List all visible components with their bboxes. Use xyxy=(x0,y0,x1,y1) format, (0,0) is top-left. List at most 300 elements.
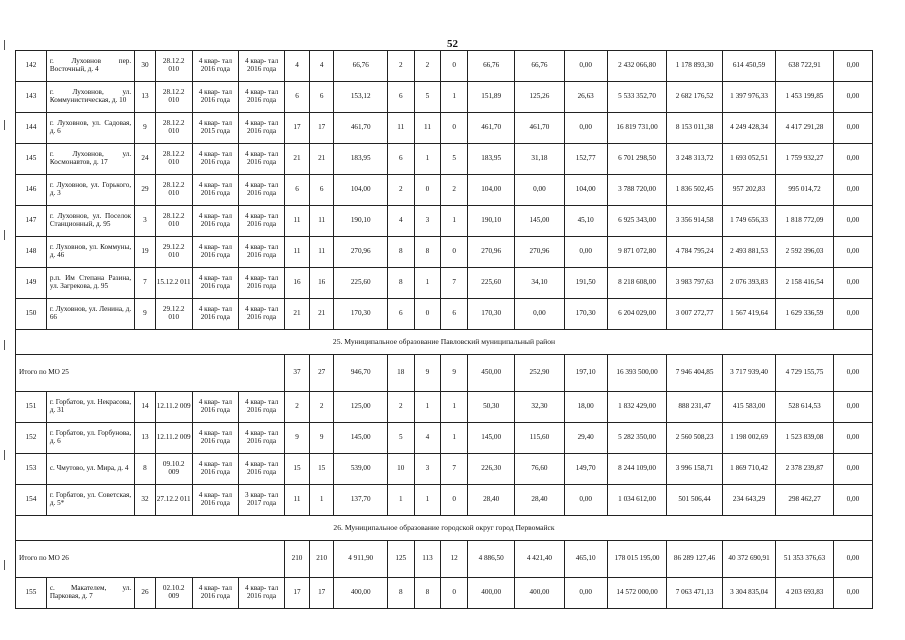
date-cell: 28.12.2 010 xyxy=(155,206,192,237)
value-cell: 4 xyxy=(309,51,334,82)
date-cell: 28.12.2 010 xyxy=(155,144,192,175)
value-cell: 4 xyxy=(387,206,414,237)
value-cell: 1 178 893,30 xyxy=(667,51,722,82)
year-cell: 9 xyxy=(135,299,156,330)
value-cell: 137,70 xyxy=(334,485,387,516)
value-cell: 270,96 xyxy=(515,237,564,268)
value-cell: 2 158 416,54 xyxy=(776,268,834,299)
value-cell: 3 248 313,72 xyxy=(667,144,722,175)
value-cell: 26,63 xyxy=(564,82,607,113)
value-cell: 17 xyxy=(285,578,310,609)
value-cell: 400,00 xyxy=(334,578,387,609)
address-cell: г. Луховнов, ул. Горького, д. 3 xyxy=(46,175,134,206)
value-cell: 6 xyxy=(309,82,334,113)
actual-term-cell: 4 квар- тал 2016 года xyxy=(238,578,284,609)
value-cell: 104,00 xyxy=(564,175,607,206)
value-cell: 15 xyxy=(285,454,310,485)
planned-term-cell: 4 квар- тал 2016 года xyxy=(192,578,238,609)
value-cell: 1 453 199,85 xyxy=(776,82,834,113)
value-cell: 21 xyxy=(285,299,310,330)
value-cell: 614 450,59 xyxy=(722,51,775,82)
value-cell: 125,26 xyxy=(515,82,564,113)
value-cell: 638 722,91 xyxy=(776,51,834,82)
value-cell: 1 xyxy=(441,206,468,237)
row-number-cell: 150 xyxy=(16,299,47,330)
planned-term-cell: 4 квар- тал 2016 года xyxy=(192,206,238,237)
planned-term-cell: 4 квар- тал 2016 года xyxy=(192,423,238,454)
total-value-cell: 946,70 xyxy=(334,355,387,392)
value-cell: 11 xyxy=(387,113,414,144)
value-cell: 0 xyxy=(441,485,468,516)
value-cell: 1 xyxy=(309,485,334,516)
value-cell: 2 xyxy=(414,51,441,82)
value-cell: 0 xyxy=(441,578,468,609)
value-cell: 2 xyxy=(387,392,414,423)
value-cell: 225,60 xyxy=(468,268,515,299)
value-cell: 31,18 xyxy=(515,144,564,175)
value-cell: 2 xyxy=(441,175,468,206)
value-cell: 0,00 xyxy=(833,485,872,516)
total-value-cell: 7 946 404,85 xyxy=(667,355,722,392)
year-cell: 24 xyxy=(135,144,156,175)
actual-term-cell: 4 квар- тал 2016 года xyxy=(238,237,284,268)
row-number-cell: 146 xyxy=(16,175,47,206)
value-cell: 1 xyxy=(441,82,468,113)
value-cell: 5 xyxy=(414,82,441,113)
value-cell: 11 xyxy=(285,206,310,237)
address-cell: с. Чмутово, ул. Мира, д. 4 xyxy=(46,454,134,485)
value-cell: 1 832 429,00 xyxy=(607,392,667,423)
year-cell: 13 xyxy=(135,423,156,454)
value-cell: 8 xyxy=(387,578,414,609)
total-value-cell: 3 717 939,40 xyxy=(722,355,775,392)
row-number-cell: 152 xyxy=(16,423,47,454)
value-cell: 0,00 xyxy=(833,175,872,206)
value-cell: 21 xyxy=(285,144,310,175)
value-cell: 234 643,29 xyxy=(722,485,775,516)
row-number-cell: 153 xyxy=(16,454,47,485)
value-cell: 4 xyxy=(285,51,310,82)
total-value-cell: 450,00 xyxy=(468,355,515,392)
value-cell: 145,00 xyxy=(334,423,387,454)
value-cell: 9 871 072,80 xyxy=(607,237,667,268)
value-cell: 104,00 xyxy=(334,175,387,206)
value-cell: 0,00 xyxy=(833,578,872,609)
value-cell: 1 397 976,33 xyxy=(722,82,775,113)
date-cell: 28.12.2 010 xyxy=(155,82,192,113)
value-cell: 17 xyxy=(285,113,310,144)
year-cell: 3 xyxy=(135,206,156,237)
total-value-cell: 51 353 376,63 xyxy=(776,541,834,578)
row-number-cell: 147 xyxy=(16,206,47,237)
value-cell: 2 432 066,80 xyxy=(607,51,667,82)
year-cell: 29 xyxy=(135,175,156,206)
value-cell: 8 xyxy=(414,237,441,268)
value-cell: 32,30 xyxy=(515,392,564,423)
row-number-cell: 148 xyxy=(16,237,47,268)
total-label: Итого по МО 26 xyxy=(16,541,285,578)
value-cell: 17 xyxy=(309,578,334,609)
row-number-cell: 149 xyxy=(16,268,47,299)
value-cell: 149,70 xyxy=(564,454,607,485)
value-cell: 6 xyxy=(387,144,414,175)
table-row xyxy=(16,82,873,113)
value-cell: 3 304 835,04 xyxy=(722,578,775,609)
value-cell: 270,96 xyxy=(334,237,387,268)
value-cell: 1 xyxy=(414,144,441,175)
value-cell: 183,95 xyxy=(468,144,515,175)
value-cell: 0,00 xyxy=(564,485,607,516)
row-number-cell: 143 xyxy=(16,82,47,113)
section-title: 26. Муниципальное образование городской округ город Первомайск xyxy=(16,516,873,541)
value-cell: 0,00 xyxy=(564,237,607,268)
value-cell: 0 xyxy=(414,175,441,206)
value-cell: 21 xyxy=(309,144,334,175)
value-cell: 190,10 xyxy=(468,206,515,237)
address-cell: г. Луховнов, ул. Коммунистическая, д. 10 xyxy=(46,82,134,113)
year-cell: 32 xyxy=(135,485,156,516)
value-cell: 170,30 xyxy=(564,299,607,330)
value-cell: 1 198 002,69 xyxy=(722,423,775,454)
value-cell: 11 xyxy=(309,206,334,237)
value-cell: 3 007 272,77 xyxy=(667,299,722,330)
value-cell: 16 xyxy=(309,268,334,299)
section-header-row xyxy=(16,516,873,541)
table-row xyxy=(16,392,873,423)
table-row xyxy=(16,578,873,609)
table-row xyxy=(16,299,873,330)
total-value-cell: 27 xyxy=(309,355,334,392)
address-cell: г. Горбатов, ул. Горбунова, д. 6 xyxy=(46,423,134,454)
actual-term-cell: 4 квар- тал 2016 года xyxy=(238,423,284,454)
value-cell: 4 xyxy=(414,423,441,454)
address-cell: с. Макателем, ул. Парковая, д. 7 xyxy=(46,578,134,609)
table-row xyxy=(16,144,873,175)
year-cell: 8 xyxy=(135,454,156,485)
table-row xyxy=(16,237,873,268)
value-cell: 400,00 xyxy=(468,578,515,609)
value-cell: 0,00 xyxy=(833,423,872,454)
actual-term-cell: 4 квар- тал 2016 года xyxy=(238,144,284,175)
actual-term-cell: 4 квар- тал 2016 года xyxy=(238,113,284,144)
section-header-row xyxy=(16,330,873,355)
value-cell: 16 819 731,00 xyxy=(607,113,667,144)
address-cell: г. Луховнов, ул. Поселок Станционный, д. 95 xyxy=(46,206,134,237)
date-cell: 29.12.2 010 xyxy=(155,299,192,330)
value-cell: 8 153 011,38 xyxy=(667,113,722,144)
value-cell: 4 203 693,83 xyxy=(776,578,834,609)
value-cell: 0,00 xyxy=(515,299,564,330)
row-number-cell: 154 xyxy=(16,485,47,516)
value-cell: 7 063 471,13 xyxy=(667,578,722,609)
actual-term-cell: 4 квар- тал 2016 года xyxy=(238,454,284,485)
date-cell: 28.12.2 010 xyxy=(155,175,192,206)
value-cell: 5 533 352,70 xyxy=(607,82,667,113)
address-cell: г. Луховнов, ул. Садовая, д. 6 xyxy=(46,113,134,144)
value-cell: 2 493 881,53 xyxy=(722,237,775,268)
value-cell: 11 xyxy=(285,237,310,268)
value-cell: 2 682 176,52 xyxy=(667,82,722,113)
year-cell: 14 xyxy=(135,392,156,423)
value-cell: 2 xyxy=(387,175,414,206)
value-cell: 14 572 000,00 xyxy=(607,578,667,609)
address-cell: г. Луховнов, ул. Коммуны, д. 46 xyxy=(46,237,134,268)
value-cell: 1 693 052,51 xyxy=(722,144,775,175)
value-cell: 1 818 772,09 xyxy=(776,206,834,237)
total-value-cell: 4 886,50 xyxy=(468,541,515,578)
section-title: 25. Муниципальное образование Павловский муниципальный район xyxy=(16,330,873,355)
value-cell: 1 629 336,59 xyxy=(776,299,834,330)
value-cell: 1 567 419,64 xyxy=(722,299,775,330)
value-cell: 1 869 710,42 xyxy=(722,454,775,485)
date-cell: 29.12.2 010 xyxy=(155,237,192,268)
value-cell: 152,77 xyxy=(564,144,607,175)
total-value-cell: 0,00 xyxy=(833,541,872,578)
total-value-cell: 4 421,40 xyxy=(515,541,564,578)
address-cell: г. Луховнов, ул. Ленина, д. 66 xyxy=(46,299,134,330)
value-cell: 0,00 xyxy=(833,82,872,113)
value-cell: 0,00 xyxy=(515,175,564,206)
date-cell: 27.12.2 011 xyxy=(155,485,192,516)
total-value-cell: 37 xyxy=(285,355,310,392)
address-cell: г. Горбатов, ул. Советская, д. 5* xyxy=(46,485,134,516)
year-cell: 7 xyxy=(135,268,156,299)
total-value-cell: 178 015 195,00 xyxy=(607,541,667,578)
value-cell: 2 592 396,03 xyxy=(776,237,834,268)
value-cell: 0,00 xyxy=(833,454,872,485)
planned-term-cell: 4 квар- тал 2016 года xyxy=(192,144,238,175)
planned-term-cell: 4 квар- тал 2016 года xyxy=(192,392,238,423)
table-row xyxy=(16,175,873,206)
actual-term-cell: 3 квар- тал 2017 года xyxy=(238,485,284,516)
binding-margin xyxy=(4,40,6,630)
value-cell: 2 xyxy=(285,392,310,423)
table-row xyxy=(16,423,873,454)
value-cell: 6 701 298,50 xyxy=(607,144,667,175)
value-cell: 151,89 xyxy=(468,82,515,113)
value-cell: 1 xyxy=(387,485,414,516)
value-cell: 0,00 xyxy=(564,578,607,609)
planned-term-cell: 4 квар- тал 2016 года xyxy=(192,485,238,516)
date-cell: 12.11.2 009 xyxy=(155,423,192,454)
value-cell: 298 462,27 xyxy=(776,485,834,516)
value-cell: 1 034 612,00 xyxy=(607,485,667,516)
planned-term-cell: 4 квар- тал 2016 года xyxy=(192,268,238,299)
value-cell: 6 xyxy=(285,82,310,113)
value-cell: 7 xyxy=(441,268,468,299)
value-cell: 0,00 xyxy=(564,113,607,144)
value-cell: 539,00 xyxy=(334,454,387,485)
value-cell: 1 xyxy=(414,392,441,423)
planned-term-cell: 4 квар- тал 2015 года xyxy=(192,113,238,144)
value-cell: 225,60 xyxy=(334,268,387,299)
value-cell: 17 xyxy=(309,113,334,144)
total-label: Итого по МО 25 xyxy=(16,355,285,392)
total-value-cell: 9 xyxy=(441,355,468,392)
total-value-cell: 113 xyxy=(414,541,441,578)
value-cell: 0,00 xyxy=(833,113,872,144)
value-cell: 125,00 xyxy=(334,392,387,423)
total-row xyxy=(16,541,873,578)
value-cell: 5 xyxy=(387,423,414,454)
planned-term-cell: 4 квар- тал 2016 года xyxy=(192,51,238,82)
value-cell: 3 996 158,71 xyxy=(667,454,722,485)
value-cell: 0 xyxy=(441,237,468,268)
table-row xyxy=(16,206,873,237)
actual-term-cell: 4 квар- тал 2016 года xyxy=(238,268,284,299)
total-value-cell: 210 xyxy=(285,541,310,578)
value-cell: 2 xyxy=(309,392,334,423)
row-number-cell: 151 xyxy=(16,392,47,423)
value-cell: 888 231,47 xyxy=(667,392,722,423)
value-cell: 3 xyxy=(414,206,441,237)
total-value-cell: 252,90 xyxy=(515,355,564,392)
total-value-cell: 4 729 155,75 xyxy=(776,355,834,392)
value-cell: 1 xyxy=(441,423,468,454)
total-value-cell: 0,00 xyxy=(833,355,872,392)
value-cell: 2 076 393,83 xyxy=(722,268,775,299)
value-cell: 66,76 xyxy=(334,51,387,82)
table-row xyxy=(16,51,873,82)
planned-term-cell: 4 квар- тал 2016 года xyxy=(192,175,238,206)
value-cell: 1 xyxy=(441,392,468,423)
value-cell: 18,00 xyxy=(564,392,607,423)
address-cell: г. Луховнов пер. Восточный, д. 4 xyxy=(46,51,134,82)
value-cell: 0,00 xyxy=(833,206,872,237)
resettlement-table xyxy=(15,50,873,609)
table-row xyxy=(16,268,873,299)
total-value-cell: 16 393 500,00 xyxy=(607,355,667,392)
value-cell: 6 xyxy=(285,175,310,206)
total-row xyxy=(16,355,873,392)
value-cell: 145,00 xyxy=(515,206,564,237)
value-cell: 10 xyxy=(387,454,414,485)
value-cell: 145,00 xyxy=(468,423,515,454)
value-cell: 0,00 xyxy=(833,268,872,299)
value-cell: 0,00 xyxy=(833,299,872,330)
value-cell: 28,40 xyxy=(468,485,515,516)
value-cell: 7 xyxy=(441,454,468,485)
value-cell: 76,60 xyxy=(515,454,564,485)
value-cell: 1 xyxy=(414,485,441,516)
value-cell: 6 204 029,00 xyxy=(607,299,667,330)
value-cell: 170,30 xyxy=(334,299,387,330)
date-cell: 12.11.2 009 xyxy=(155,392,192,423)
value-cell: 3 356 914,58 xyxy=(667,206,722,237)
value-cell: 4 784 795,24 xyxy=(667,237,722,268)
value-cell: 1 xyxy=(414,268,441,299)
total-value-cell: 18 xyxy=(387,355,414,392)
value-cell: 28,40 xyxy=(515,485,564,516)
actual-term-cell: 4 квар- тал 2016 года xyxy=(238,82,284,113)
value-cell: 4 249 428,34 xyxy=(722,113,775,144)
total-value-cell: 4 911,90 xyxy=(334,541,387,578)
total-value-cell: 197,10 xyxy=(564,355,607,392)
value-cell: 8 244 109,00 xyxy=(607,454,667,485)
value-cell: 2 560 508,23 xyxy=(667,423,722,454)
address-cell: г. Луховнов, ул. Космонавтов, д. 17 xyxy=(46,144,134,175)
year-cell: 9 xyxy=(135,113,156,144)
total-value-cell: 9 xyxy=(414,355,441,392)
value-cell: 461,70 xyxy=(515,113,564,144)
date-cell: 28.12.2 010 xyxy=(155,51,192,82)
planned-term-cell: 4 квар- тал 2016 года xyxy=(192,237,238,268)
planned-term-cell: 4 квар- тал 2016 года xyxy=(192,82,238,113)
value-cell: 0,00 xyxy=(564,51,607,82)
date-cell: 02.10.2 009 xyxy=(155,578,192,609)
year-cell: 30 xyxy=(135,51,156,82)
value-cell: 8 xyxy=(387,268,414,299)
value-cell: 5 xyxy=(441,144,468,175)
planned-term-cell: 4 квар- тал 2016 года xyxy=(192,454,238,485)
value-cell: 8 xyxy=(414,578,441,609)
row-number-cell: 155 xyxy=(16,578,47,609)
row-number-cell: 145 xyxy=(16,144,47,175)
value-cell: 11 xyxy=(309,237,334,268)
year-cell: 13 xyxy=(135,82,156,113)
value-cell: 191,50 xyxy=(564,268,607,299)
value-cell: 11 xyxy=(414,113,441,144)
actual-term-cell: 4 квар- тал 2016 года xyxy=(238,175,284,206)
total-value-cell: 86 289 127,46 xyxy=(667,541,722,578)
planned-term-cell: 4 квар- тал 2016 года xyxy=(192,299,238,330)
value-cell: 461,70 xyxy=(468,113,515,144)
value-cell: 0,00 xyxy=(833,392,872,423)
row-number-cell: 144 xyxy=(16,113,47,144)
value-cell: 270,96 xyxy=(468,237,515,268)
value-cell: 66,76 xyxy=(468,51,515,82)
total-value-cell: 465,10 xyxy=(564,541,607,578)
value-cell: 2 xyxy=(387,51,414,82)
address-cell: р.п. Им Степана Разина, ул. Загрекова, д. 95 xyxy=(46,268,134,299)
value-cell: 6 925 343,00 xyxy=(607,206,667,237)
value-cell: 226,30 xyxy=(468,454,515,485)
value-cell: 2 378 239,87 xyxy=(776,454,834,485)
value-cell: 115,60 xyxy=(515,423,564,454)
value-cell: 9 xyxy=(309,423,334,454)
page-number: 52 xyxy=(447,38,458,50)
value-cell: 6 xyxy=(387,82,414,113)
value-cell: 1 759 932,27 xyxy=(776,144,834,175)
date-cell: 15.12.2 011 xyxy=(155,268,192,299)
total-value-cell: 12 xyxy=(441,541,468,578)
date-cell: 28.12.2 010 xyxy=(155,113,192,144)
date-cell: 09.10.2 009 xyxy=(155,454,192,485)
value-cell: 461,70 xyxy=(334,113,387,144)
value-cell: 15 xyxy=(309,454,334,485)
actual-term-cell: 4 квар- тал 2016 года xyxy=(238,206,284,237)
value-cell: 6 xyxy=(387,299,414,330)
actual-term-cell: 4 квар- тал 2016 года xyxy=(238,51,284,82)
value-cell: 1 836 502,45 xyxy=(667,175,722,206)
value-cell: 3 983 797,63 xyxy=(667,268,722,299)
value-cell: 501 506,44 xyxy=(667,485,722,516)
value-cell: 21 xyxy=(309,299,334,330)
value-cell: 528 614,53 xyxy=(776,392,834,423)
value-cell: 34,10 xyxy=(515,268,564,299)
value-cell: 1 523 839,08 xyxy=(776,423,834,454)
value-cell: 11 xyxy=(285,485,310,516)
value-cell: 50,30 xyxy=(468,392,515,423)
table-row xyxy=(16,113,873,144)
year-cell: 26 xyxy=(135,578,156,609)
value-cell: 170,30 xyxy=(468,299,515,330)
value-cell: 0 xyxy=(441,113,468,144)
actual-term-cell: 4 квар- тал 2016 года xyxy=(238,392,284,423)
row-number-cell: 142 xyxy=(16,51,47,82)
value-cell: 104,00 xyxy=(468,175,515,206)
value-cell: 0,00 xyxy=(833,237,872,268)
